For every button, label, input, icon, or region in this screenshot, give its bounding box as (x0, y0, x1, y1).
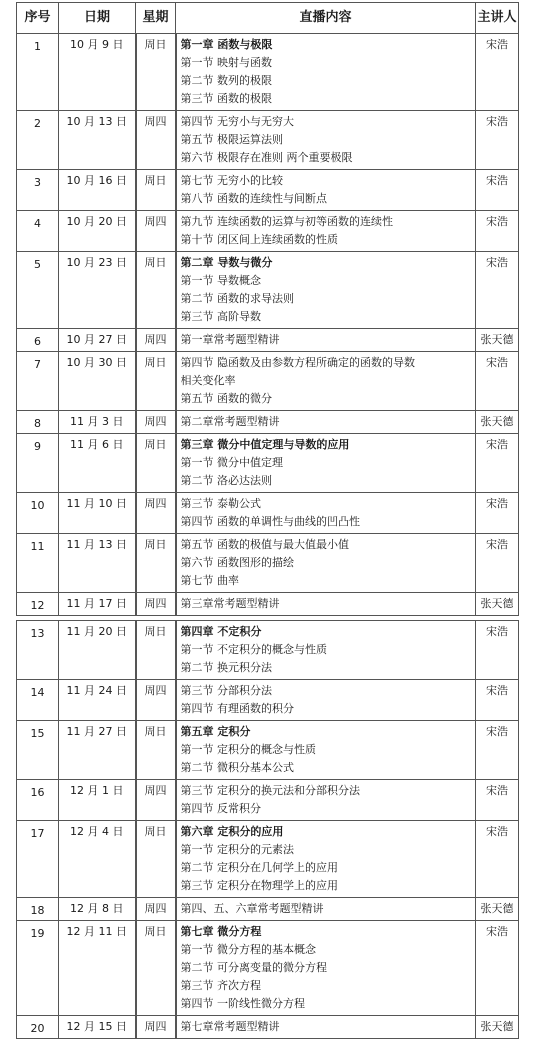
header-weekday: 星期 (136, 3, 176, 34)
row-content (176, 593, 476, 616)
row-content (176, 821, 476, 898)
row-content (176, 329, 476, 352)
row-number: 18 (17, 898, 59, 921)
row-speaker: 宋浩 (476, 721, 519, 780)
row-weekday: 周日 (136, 721, 176, 780)
section-line: 第二节 可分离变量的微分方程 (180, 961, 327, 974)
section-line: 第七章常考题型精讲 (180, 1020, 280, 1033)
row-weekday: 周日 (136, 534, 176, 593)
row-date: 11 月 17 日 (59, 593, 136, 616)
section-line: 第四节 函数的单调性与曲线的凹凸性 (180, 515, 360, 528)
row-content (176, 411, 476, 434)
row-weekday: 周日 (136, 821, 176, 898)
section-line: 第三节 分部积分法 (180, 684, 272, 697)
section-line: 第四节 无穷小与无穷大 (180, 115, 294, 128)
section-line: 第一章常考题型精讲 (180, 333, 280, 346)
row-date: 10 月 9 日 (59, 34, 136, 111)
row-content (176, 1016, 476, 1039)
row-content (176, 34, 476, 111)
section-line: 第一节 导数概念 (180, 274, 261, 287)
row-content (176, 493, 476, 534)
section-line: 第四、五、六章常考题型精讲 (180, 902, 324, 915)
table-row (17, 680, 519, 721)
row-weekday: 周日 (136, 34, 176, 111)
section-line: 相关变化率 (180, 374, 236, 387)
row-speaker: 宋浩 (476, 211, 519, 252)
section-line: 第一节 映射与函数 (180, 56, 272, 69)
row-weekday: 周四 (136, 211, 176, 252)
section-line: 第一节 定积分的元素法 (180, 843, 294, 856)
row-date: 11 月 24 日 (59, 680, 136, 721)
table-row (17, 780, 519, 821)
row-weekday: 周日 (136, 921, 176, 1016)
section-line: 第五节 函数的微分 (180, 392, 272, 405)
section-line: 第四节 隐函数及由参数方程所确定的函数的导数 (180, 356, 415, 369)
row-speaker: 宋浩 (476, 821, 519, 898)
row-weekday: 周四 (136, 780, 176, 821)
section-line: 第三节 泰勒公式 (180, 497, 261, 510)
section-line: 第五节 函数的极值与最大值最小值 (180, 538, 349, 551)
row-weekday: 周四 (136, 411, 176, 434)
chapter-title: 第七章 微分方程 (180, 925, 262, 938)
table-row (17, 352, 519, 411)
row-content (176, 621, 476, 680)
header-no: 序号 (17, 3, 59, 34)
row-speaker: 宋浩 (476, 352, 519, 411)
header-content: 直播内容 (176, 3, 476, 34)
section-line: 第一节 不定积分的概念与性质 (180, 643, 327, 656)
table-row (17, 593, 519, 616)
table-row (17, 329, 519, 352)
row-number: 8 (17, 411, 59, 434)
row-weekday: 周四 (136, 593, 176, 616)
section-line: 第二节 定积分在几何学上的应用 (180, 861, 338, 874)
chapter-title: 第六章 定积分的应用 (180, 825, 284, 838)
section-line: 第二节 函数的求导法则 (180, 292, 294, 305)
table-row (17, 898, 519, 921)
header-row (17, 3, 519, 34)
row-date: 11 月 20 日 (59, 621, 136, 680)
section-line: 第三节 定积分的换元法和分部积分法 (180, 784, 360, 797)
table-row (17, 252, 519, 329)
section-line: 第三节 齐次方程 (180, 979, 261, 992)
table-row (17, 411, 519, 434)
section-line: 第十节 闭区间上连续函数的性质 (180, 233, 338, 246)
row-date: 12 月 15 日 (59, 1016, 136, 1039)
section-line: 第三节 高阶导数 (180, 310, 261, 323)
chapter-title: 第四章 不定积分 (180, 625, 262, 638)
row-speaker: 张天德 (476, 1016, 519, 1039)
row-date: 11 月 3 日 (59, 411, 136, 434)
row-number: 7 (17, 352, 59, 411)
row-number: 2 (17, 111, 59, 170)
row-date: 10 月 27 日 (59, 329, 136, 352)
row-content (176, 898, 476, 921)
section-line: 第四节 反常积分 (180, 802, 261, 815)
table-row (17, 434, 519, 493)
section-line: 第五节 极限运算法则 (180, 133, 283, 146)
table-row (17, 493, 519, 534)
section-line: 第二节 数列的极限 (180, 74, 272, 87)
row-date: 10 月 13 日 (59, 111, 136, 170)
table-row (17, 621, 519, 680)
section-line: 第二章常考题型精讲 (180, 415, 280, 428)
row-speaker: 张天德 (476, 593, 519, 616)
section-line: 第二节 换元积分法 (180, 661, 272, 674)
table-row (17, 111, 519, 170)
row-weekday: 周四 (136, 680, 176, 721)
row-date: 12 月 8 日 (59, 898, 136, 921)
row-content (176, 680, 476, 721)
row-content (176, 434, 476, 493)
row-content (176, 352, 476, 411)
section-line: 第一节 微分中值定理 (180, 456, 283, 469)
section-line: 第六节 函数图形的描绘 (180, 556, 294, 569)
row-speaker: 张天德 (476, 898, 519, 921)
section-line: 第八节 函数的连续性与间断点 (180, 192, 327, 205)
row-content (176, 170, 476, 211)
row-speaker: 宋浩 (476, 111, 519, 170)
row-content (176, 921, 476, 1016)
table-row (17, 921, 519, 1016)
section-line: 第三章常考题型精讲 (180, 597, 280, 610)
chapter-title: 第二章 导数与微分 (180, 256, 273, 269)
section-line: 第四节 一阶线性微分方程 (180, 997, 305, 1010)
section-line: 第一节 定积分的概念与性质 (180, 743, 316, 756)
row-speaker: 张天德 (476, 329, 519, 352)
row-date: 11 月 27 日 (59, 721, 136, 780)
chapter-title: 第一章 函数与极限 (180, 38, 273, 51)
row-weekday: 周四 (136, 111, 176, 170)
row-number: 13 (17, 621, 59, 680)
row-content (176, 721, 476, 780)
chapter-title: 第五章 定积分 (180, 725, 251, 738)
row-date: 10 月 23 日 (59, 252, 136, 329)
section-line: 第七节 无穷小的比较 (180, 174, 283, 187)
section-line: 第三节 定积分在物理学上的应用 (180, 879, 338, 892)
row-number: 6 (17, 329, 59, 352)
table-row (17, 721, 519, 780)
row-date: 11 月 6 日 (59, 434, 136, 493)
row-content (176, 111, 476, 170)
row-date: 12 月 11 日 (59, 921, 136, 1016)
row-speaker: 宋浩 (476, 921, 519, 1016)
row-number: 20 (17, 1016, 59, 1039)
section-line: 第七节 曲率 (180, 574, 239, 587)
row-speaker: 宋浩 (476, 493, 519, 534)
row-weekday: 周日 (136, 352, 176, 411)
header-speaker: 主讲人 (476, 3, 519, 34)
row-weekday: 周日 (136, 252, 176, 329)
row-date: 12 月 4 日 (59, 821, 136, 898)
row-date: 12 月 1 日 (59, 780, 136, 821)
row-weekday: 周四 (136, 329, 176, 352)
header-date: 日期 (59, 3, 136, 34)
row-speaker: 张天德 (476, 411, 519, 434)
row-number: 17 (17, 821, 59, 898)
row-number: 19 (17, 921, 59, 1016)
section-line: 第三节 函数的极限 (180, 92, 272, 105)
row-content (176, 252, 476, 329)
row-date: 11 月 13 日 (59, 534, 136, 593)
row-weekday: 周日 (136, 434, 176, 493)
row-weekday: 周四 (136, 493, 176, 534)
row-weekday: 周四 (136, 898, 176, 921)
row-date: 10 月 16 日 (59, 170, 136, 211)
row-speaker: 宋浩 (476, 621, 519, 680)
row-number: 14 (17, 680, 59, 721)
row-number: 9 (17, 434, 59, 493)
table-row (17, 534, 519, 593)
row-content (176, 534, 476, 593)
row-weekday: 周日 (136, 621, 176, 680)
row-content (176, 211, 476, 252)
row-speaker: 宋浩 (476, 34, 519, 111)
row-content (176, 780, 476, 821)
section-line: 第一节 微分方程的基本概念 (180, 943, 316, 956)
row-speaker: 宋浩 (476, 434, 519, 493)
row-speaker: 宋浩 (476, 252, 519, 329)
schedule-table-bottom (16, 620, 519, 1039)
row-speaker: 宋浩 (476, 780, 519, 821)
row-number: 15 (17, 721, 59, 780)
row-number: 1 (17, 34, 59, 111)
row-date: 10 月 20 日 (59, 211, 136, 252)
row-number: 12 (17, 593, 59, 616)
row-weekday: 周四 (136, 1016, 176, 1039)
row-number: 16 (17, 780, 59, 821)
row-speaker: 宋浩 (476, 534, 519, 593)
table-row (17, 211, 519, 252)
row-number: 10 (17, 493, 59, 534)
row-weekday: 周日 (136, 170, 176, 211)
row-date: 11 月 10 日 (59, 493, 136, 534)
section-line: 第九节 连续函数的运算与初等函数的连续性 (180, 215, 393, 228)
row-number: 11 (17, 534, 59, 593)
table-row (17, 821, 519, 898)
schedule-table-top (16, 2, 519, 616)
row-number: 3 (17, 170, 59, 211)
section-line: 第六节 极限存在准则 两个重要极限 (180, 151, 353, 164)
row-date: 10 月 30 日 (59, 352, 136, 411)
table-row (17, 170, 519, 211)
table-row (17, 1016, 519, 1039)
row-number: 5 (17, 252, 59, 329)
chapter-title: 第三章 微分中值定理与导数的应用 (180, 438, 350, 451)
row-number: 4 (17, 211, 59, 252)
section-line: 第四节 有理函数的积分 (180, 702, 294, 715)
row-speaker: 宋浩 (476, 170, 519, 211)
section-line: 第二节 洛必达法则 (180, 474, 272, 487)
section-line: 第二节 微积分基本公式 (180, 761, 294, 774)
table-row (17, 34, 519, 111)
row-speaker: 宋浩 (476, 680, 519, 721)
